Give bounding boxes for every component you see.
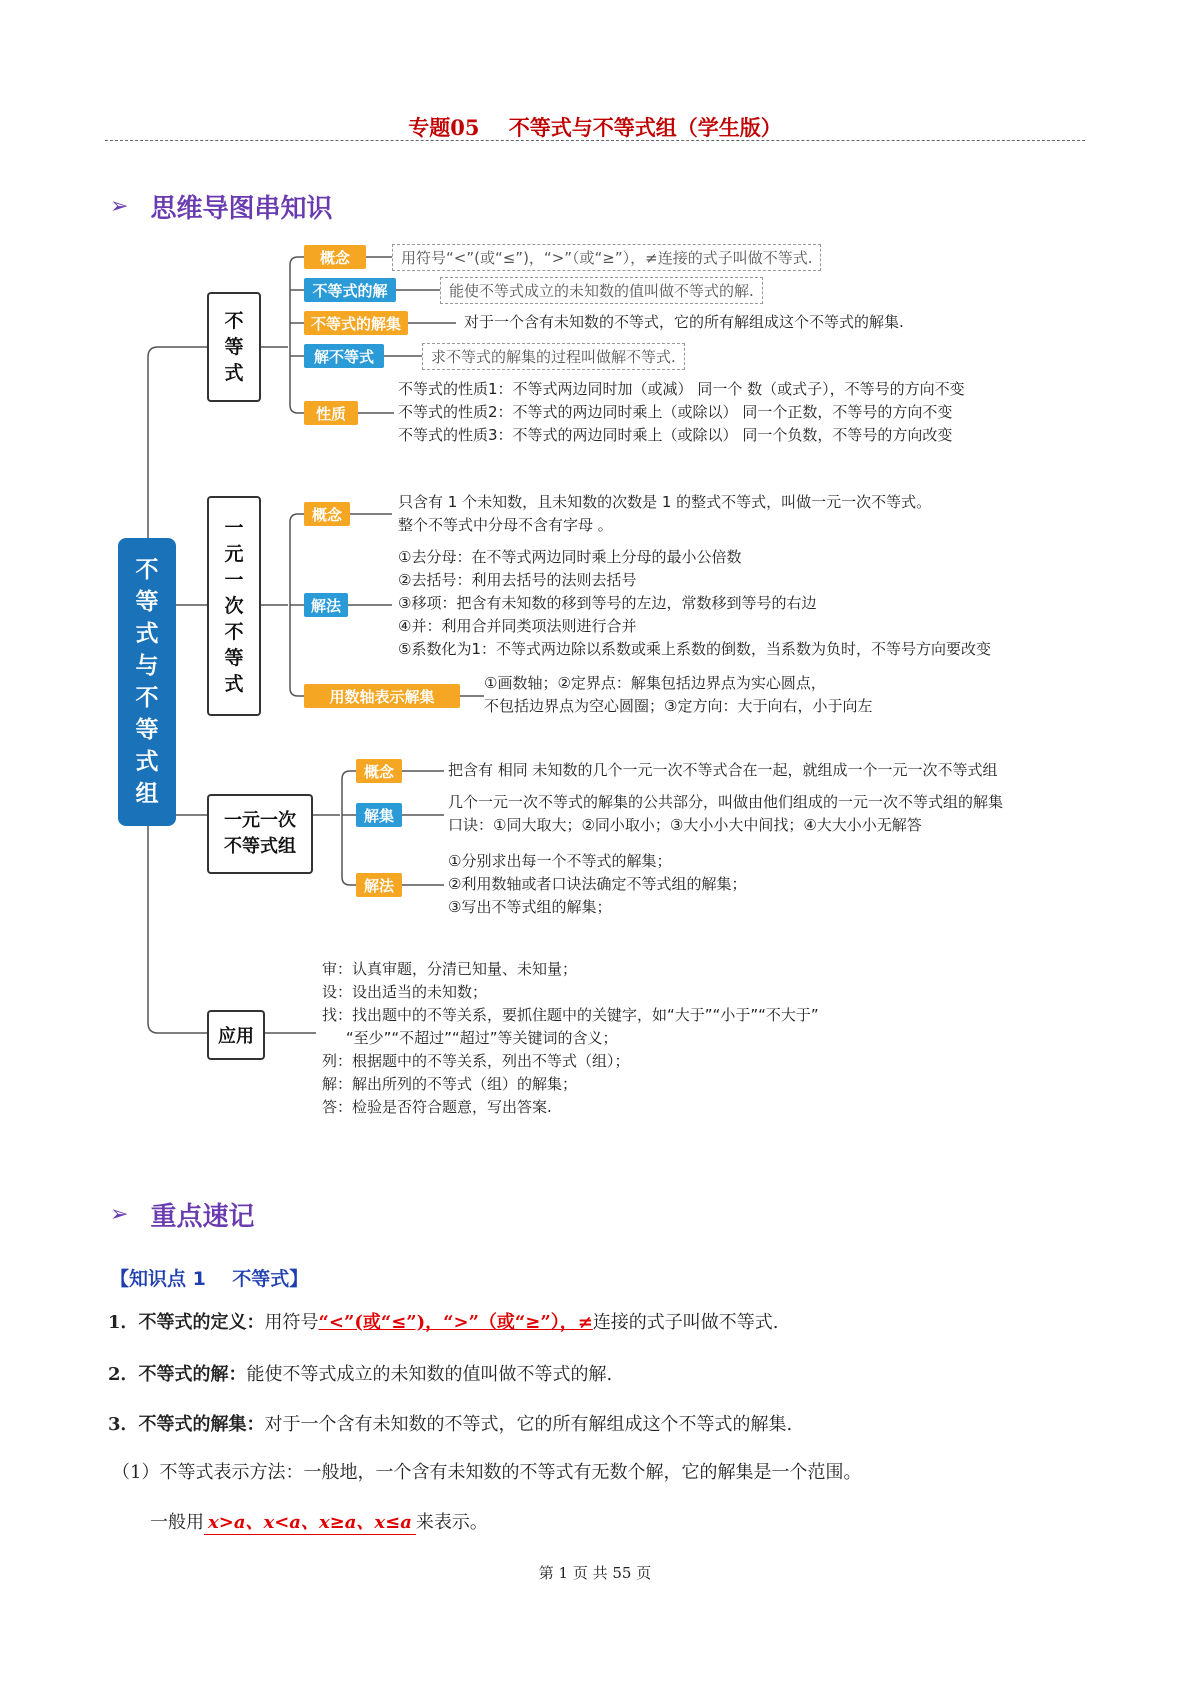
branch-char: 等	[224, 647, 244, 669]
tag-concept: 概念	[304, 245, 366, 269]
branch-line: 一元一次	[224, 810, 296, 831]
arrow-icon: ➢	[110, 194, 129, 219]
root-char: 式	[135, 621, 159, 647]
text-line: 找：找出题中的不等关系，要抓住题中的关键字，如“大于”“小于”“不大于”	[322, 1006, 819, 1024]
branch-char: 式	[224, 673, 244, 695]
text-line: ③写出不等式组的解集；	[448, 898, 612, 916]
text-line: “至少”“不超过”“超过”等关键词的含义；	[322, 1029, 618, 1047]
para-text: 连接的式子叫做不等式.	[592, 1312, 779, 1333]
mindmap-root	[118, 538, 176, 826]
answer-blank: x>a、x<a、x≥a、x≤a	[208, 1512, 412, 1533]
branch-char: 次	[224, 595, 244, 617]
branch-linear-inequality	[207, 496, 261, 716]
branch-inequality-system	[207, 794, 313, 874]
text-line: 整个不等式中分母不含有字母 。	[398, 516, 613, 534]
para-label: 不等式的解集：	[138, 1414, 265, 1435]
branch-char: 元	[224, 543, 244, 565]
properties-text	[398, 378, 965, 447]
para-number: 3．	[108, 1414, 139, 1435]
tag-number-line: 用数轴表示解集	[304, 684, 460, 708]
page-footer: 第 1 页 共 55 页	[538, 1564, 652, 1582]
root-char: 式	[135, 749, 159, 775]
system-concept-text	[448, 759, 998, 782]
representation-paragraph: （1）不等式表示方法：一般地，一个含有未知数的不等式有无数个解，它的解集是一个范围。	[112, 1462, 862, 1483]
definition-paragraph	[108, 1308, 779, 1334]
arrow-icon: ➢	[110, 1202, 129, 1227]
text-line: ④并：利用合并同类项法则进行合并	[398, 617, 637, 635]
section-keypoints-title: 重点速记	[150, 1202, 255, 1232]
text-line: 审：认真审题，分清已知量、未知量；	[322, 960, 578, 978]
notation-paragraph	[150, 1508, 488, 1535]
branch-application: 应用	[207, 1010, 265, 1060]
branch-char: 一	[224, 569, 244, 591]
text-line: ⑤系数化为1：不等式两边除以系数或乘上系数的倒数，当系数为负时，不等号方向要改变	[398, 640, 991, 658]
para-text: 一般用	[150, 1512, 204, 1533]
solution-text: 能使不等式成立的未知数的值叫做不等式的解.	[440, 277, 763, 304]
root-char: 不	[135, 557, 159, 583]
text-line: 列：根据题中的不等关系，列出不等式（组）；	[322, 1052, 630, 1070]
para-label: 不等式的解：	[138, 1364, 247, 1385]
text-line: 几个一元一次不等式的解集的公共部分，叫做由他们组成的一元一次不等式组的解集	[448, 793, 1004, 811]
branch-char: 等	[224, 336, 244, 358]
para-text: 对于一个含有未知数的不等式，它的所有解组成这个不等式的解集.	[264, 1414, 793, 1435]
tag-method: 解法	[356, 873, 402, 897]
tag-method: 解法	[304, 593, 348, 617]
tag-solve: 解不等式	[304, 344, 384, 368]
solve-text: 求不等式的解集的过程叫做解不等式.	[422, 343, 685, 370]
text-line: ①分别求出每一个不等式的解集；	[448, 852, 672, 870]
root-char: 与	[135, 653, 159, 679]
section-keypoints	[110, 1196, 254, 1233]
para-text: 能使不等式成立的未知数的值叫做不等式的解.	[246, 1364, 613, 1385]
text-line: ②去括号：利用去括号的法则去括号	[398, 571, 637, 589]
text-line: 只含有 1 个未知数，且未知数的次数是 1 的整式不等式，叫做一元一次不等式。	[398, 493, 932, 511]
branch-line: 不等式组	[224, 836, 296, 857]
root-char: 不	[135, 685, 159, 711]
text-line: ③移项：把含有未知数的移到等号的左边，常数移到等号的右边	[398, 594, 817, 612]
property-line: 不等式的性质3：不等式的两边同时乘上（或除以） 同一个负数，不等号的方向改变	[398, 426, 953, 444]
linear-concept-text	[398, 491, 931, 537]
text-line: ①画数轴；②定界点：解集包括边界点为实心圆点，	[484, 674, 826, 692]
tag-solution: 不等式的解	[304, 278, 396, 302]
root-char: 等	[135, 717, 159, 743]
property-line: 不等式的性质2：不等式的两边同时乘上（或除以） 同一个正数，不等号的方向不变	[398, 403, 953, 421]
branch-char: 一	[224, 517, 244, 539]
property-line: 不等式的性质1：不等式两边同时加（或减） 同一个 数（或式子），不等号的方向不变	[398, 380, 965, 398]
tag-concept: 概念	[356, 759, 402, 783]
section-mindmap-title: 思维导图串知识	[150, 194, 333, 224]
root-char: 等	[135, 589, 159, 615]
text-line: 把含有 相同 未知数的几个一元一次不等式合在一起，就组成一个一元一次不等式组	[448, 761, 998, 779]
para-text: 用符号	[264, 1312, 319, 1333]
root-char: 组	[135, 781, 159, 807]
text-line: 设：设出适当的未知数；	[322, 983, 488, 1001]
text-line: ②利用数轴或者口诀法确定不等式组的解集；	[448, 875, 747, 893]
branch-char: 不	[224, 310, 244, 332]
solution-set-paragraph	[108, 1410, 792, 1436]
solution-set-text: 对于一个含有未知数的不等式，它的所有解组成这个不等式的解集.	[464, 313, 904, 331]
page-title: 专题05 不等式与不等式组（学生版）	[408, 115, 782, 140]
knowledge-point-heading: 【知识点 1 不等式】	[110, 1268, 309, 1290]
branch-inequality	[207, 292, 261, 402]
text-line: ①去分母：在不等式两边同时乘上分母的最小公倍数	[398, 548, 742, 566]
system-method-text	[448, 850, 746, 919]
text-line: 不包括边界点为空心圆圈；③定方向：大于向右，小于向左	[484, 697, 873, 715]
concept-text: 用符号“<”(或“≤”)，“>”（或“≥”），≠连接的式子叫做不等式.	[392, 244, 821, 271]
tag-concept: 概念	[304, 502, 350, 526]
system-set-text	[448, 791, 1003, 837]
application-text	[322, 958, 819, 1119]
para-number: 2．	[108, 1364, 139, 1385]
answer-blank: “<”(或“≤”)，“>”（或“≥”），≠	[318, 1312, 593, 1333]
branch-char: 式	[224, 362, 244, 384]
text-line: 答：检验是否符合题意，写出答案.	[322, 1098, 552, 1116]
text-line: 解：解出所列的不等式（组）的解集；	[322, 1075, 578, 1093]
number-line-text	[484, 672, 872, 718]
tag-solution-set: 不等式的解集	[304, 311, 408, 335]
tag-solution-set: 解集	[356, 803, 402, 827]
linear-method-text	[398, 546, 991, 661]
para-number: 1．	[108, 1312, 139, 1333]
para-text: 来表示。	[415, 1512, 488, 1533]
text-line: 口诀：①同大取大；②同小取小；③大小小大中间找；④大大小小无解答	[448, 816, 922, 834]
solution-paragraph	[108, 1360, 612, 1386]
branch-char: 不	[224, 621, 244, 643]
para-label: 不等式的定义：	[138, 1312, 265, 1333]
tag-properties: 性质	[304, 401, 358, 425]
